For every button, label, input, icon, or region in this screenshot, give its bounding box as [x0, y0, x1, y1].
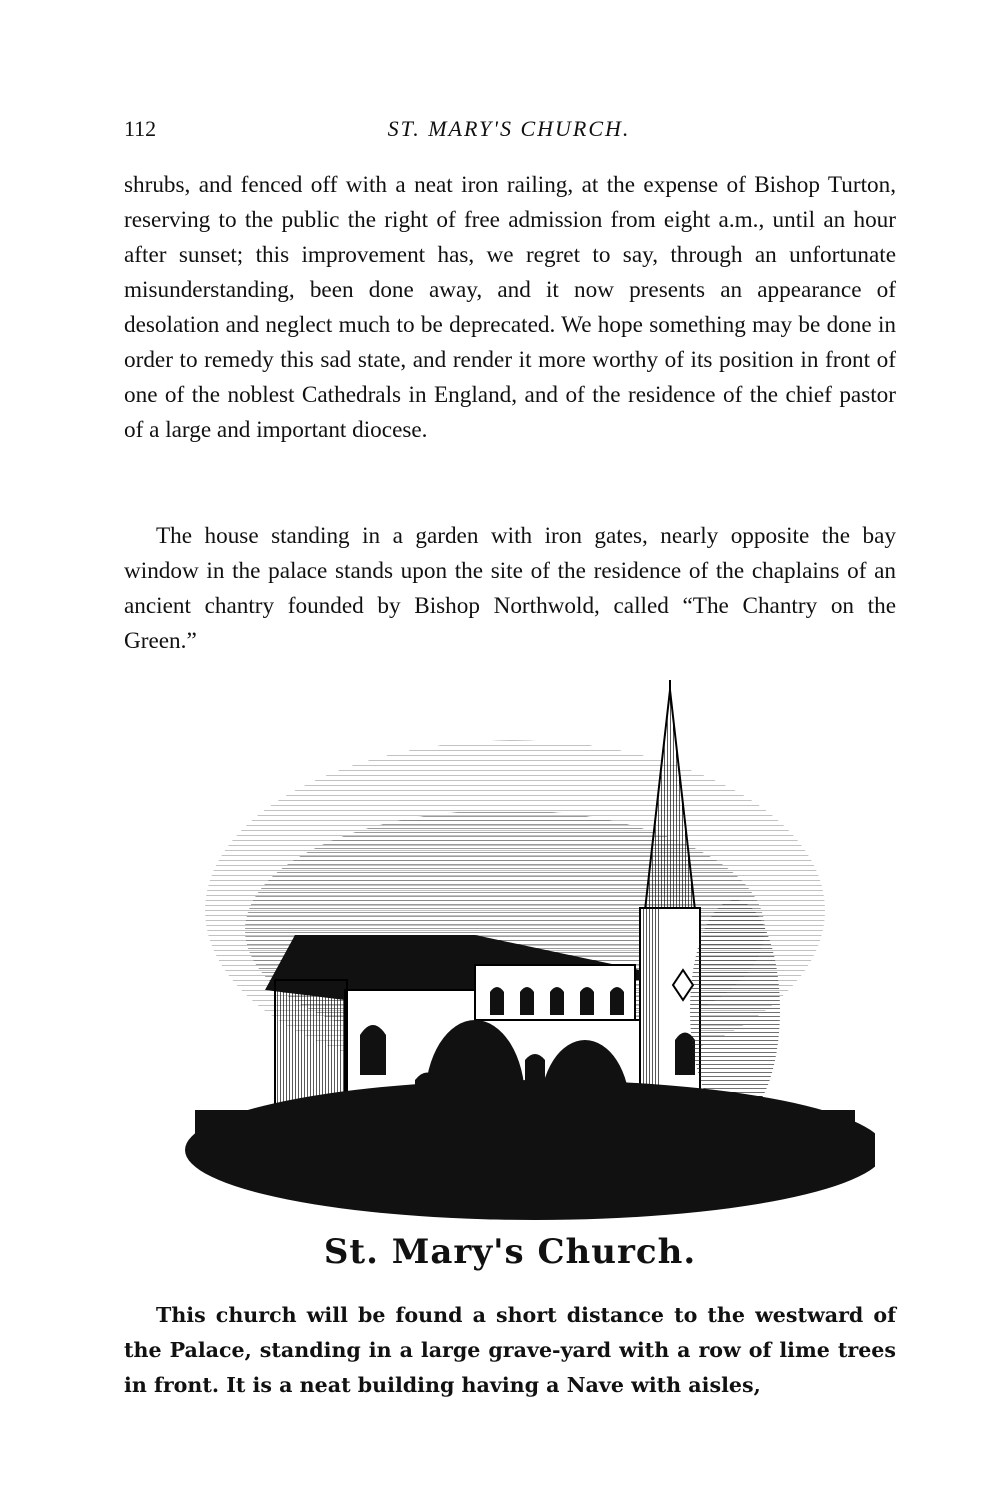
paragraph-text: The house standing in a garden with iron gates, nearly opposite the bay window in the palace stands upon the site of the residence of the chaplains of an ancient chantry founded by Bishop Northwold, called “The Chantry on the Green.”: [124, 523, 896, 654]
illustration-caption: St. Mary's Church.: [323, 1232, 697, 1272]
paragraph-text: shrubs, and fenced off with a neat iron railing, at the expense of Bishop Turton, reserving to the public the right of free admission from eight a.m., until an hour after sunset; this improvement has, we regret to say, through an unfortunate misunderstanding, been done away, and it now presents an appearance of desolation and neglect much to be deprecated. We hope something may be done in order to remedy this sad state, and render it more worthy of its position in front of one of the noblest Cathedrals in England, and of the residence of the chief pastor of a large and important diocese.: [124, 172, 896, 443]
page-header: [124, 116, 894, 146]
paragraph-chantry: [124, 519, 896, 659]
running-title: ST. MARY'S CHURCH.: [387, 116, 631, 141]
paragraph-church-description: [124, 1298, 896, 1403]
tree: [690, 900, 780, 1120]
church-engraving: [175, 680, 875, 1240]
paragraph-continued: [124, 168, 896, 448]
page-number: 112: [124, 116, 157, 141]
paragraph-text: This church will be found a short distance to the westward of the Palace, standing in a large grave-yard with a row of lime trees in front. It is a neat building having a Nave with aisles,: [124, 1303, 896, 1397]
